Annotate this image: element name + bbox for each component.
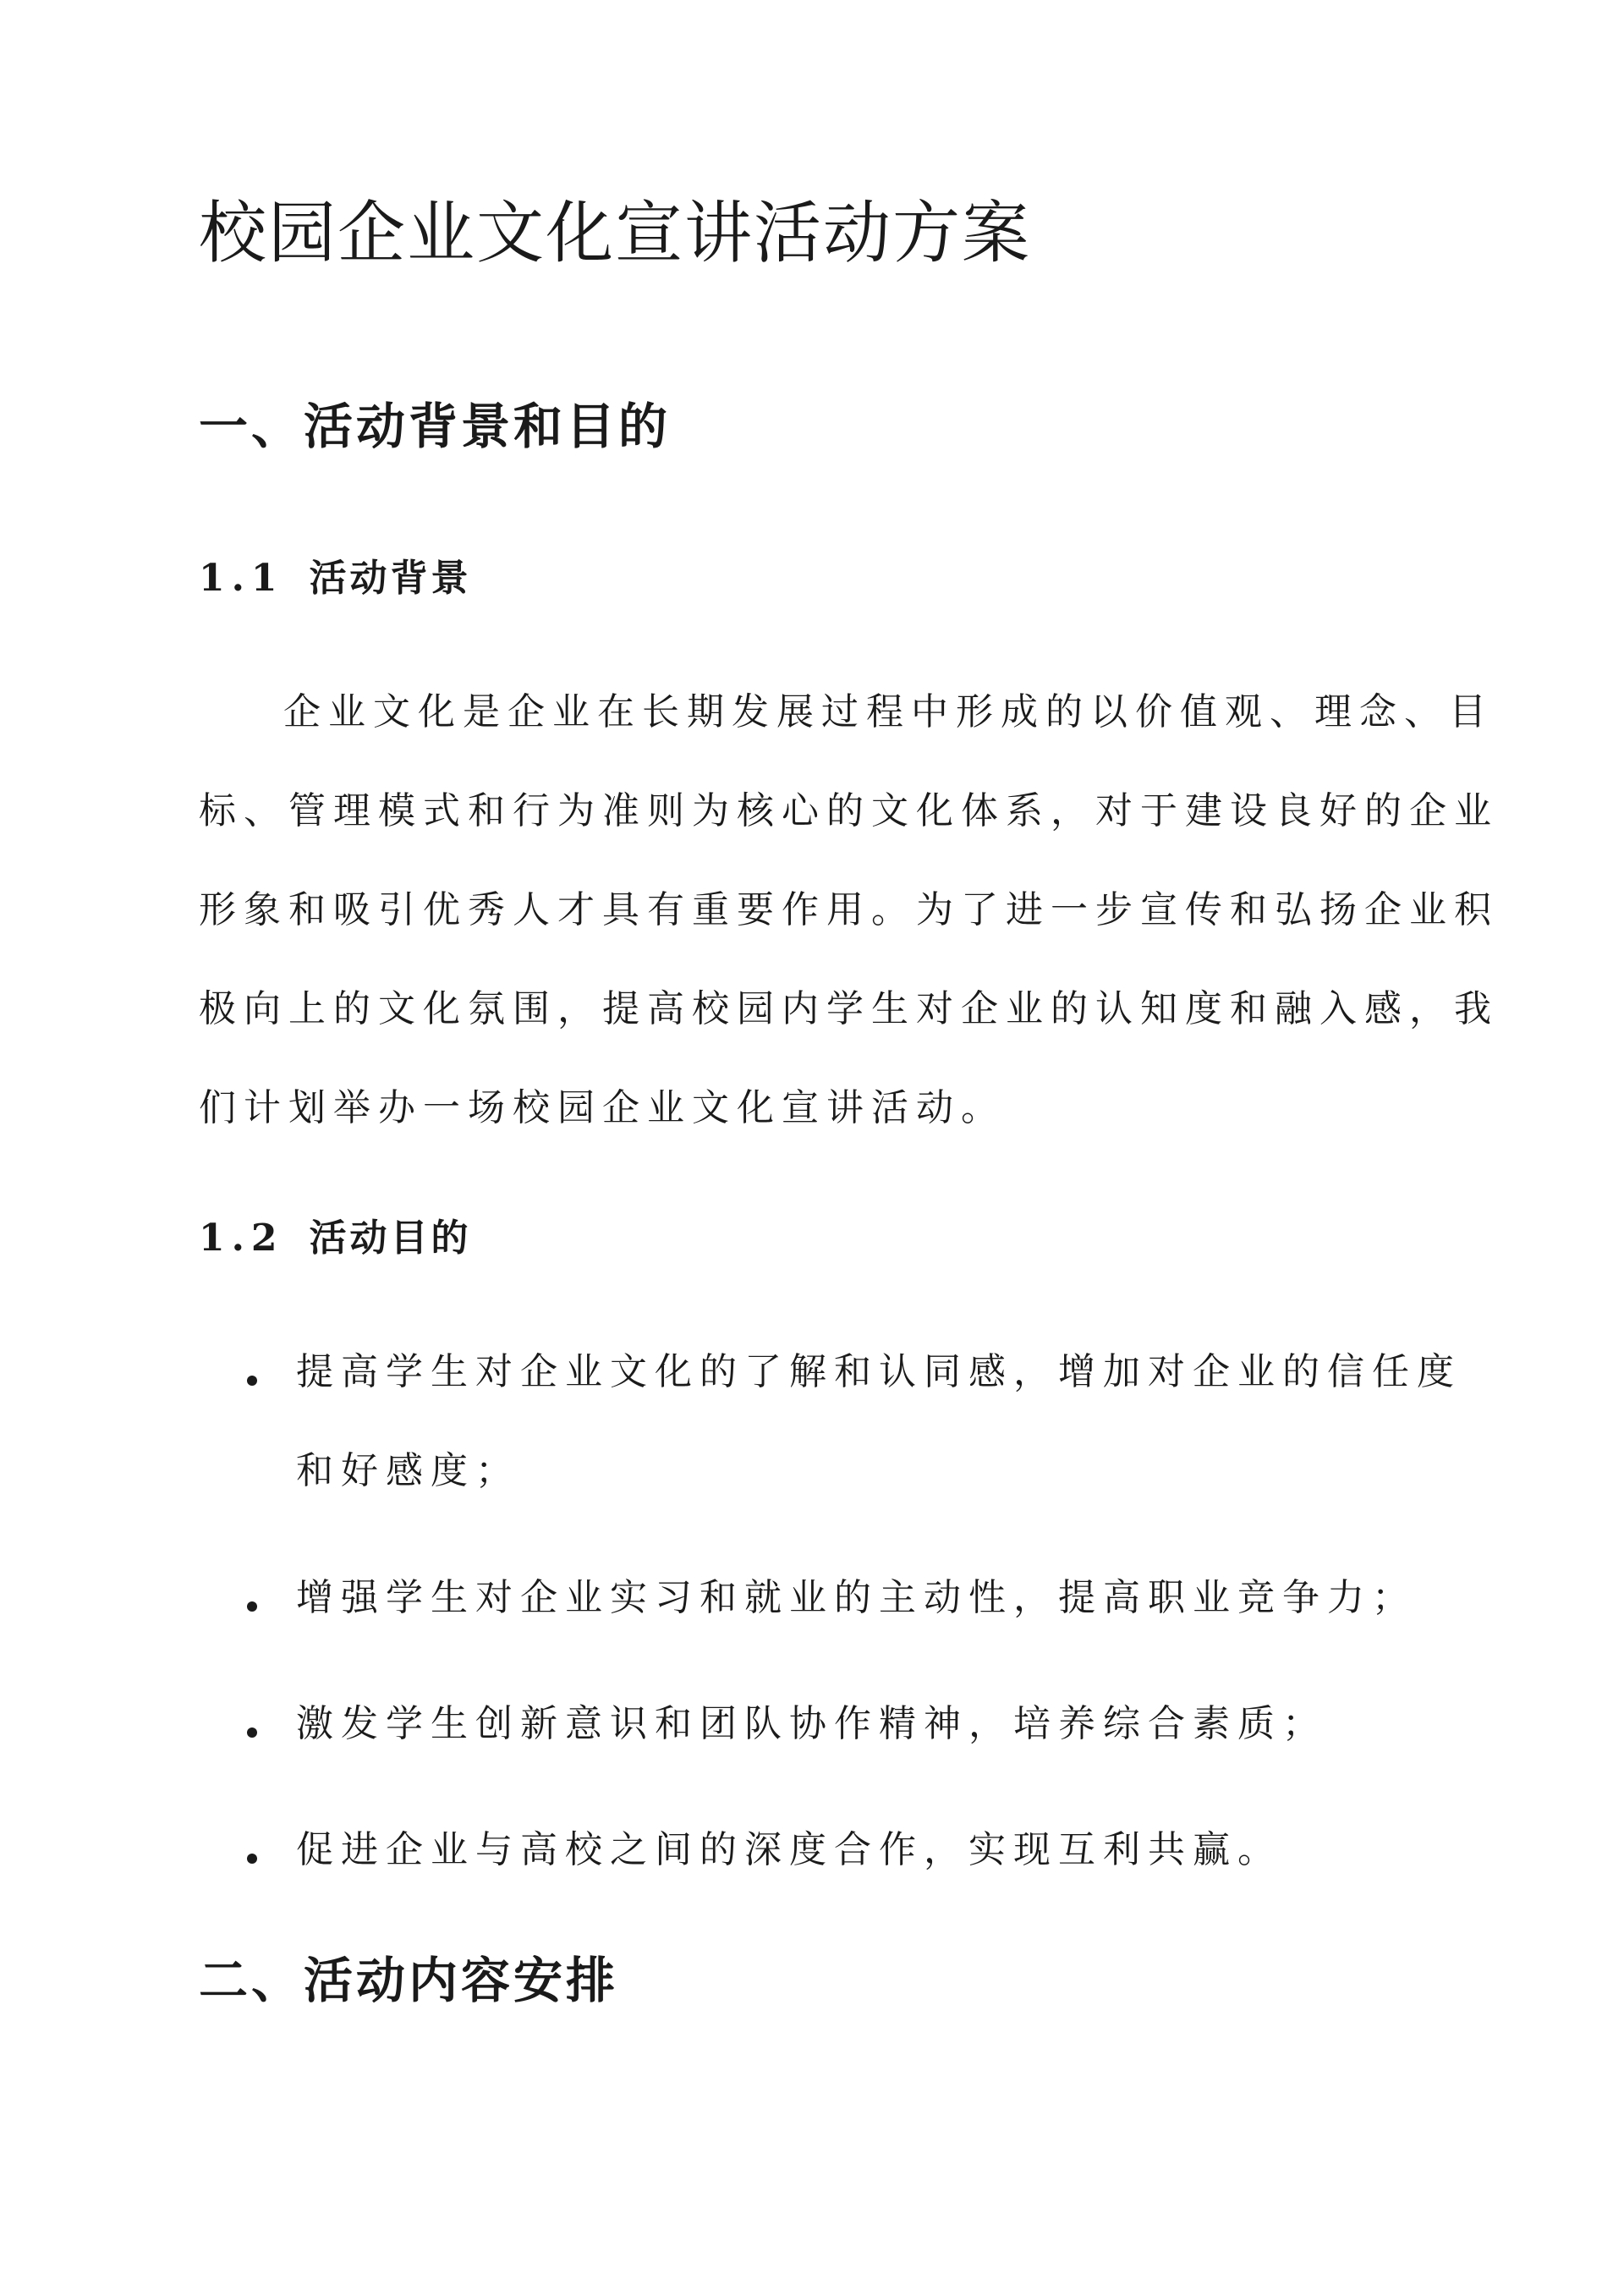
- bullet-dot: [247, 1854, 257, 1864]
- paragraph-line: 标、管理模式和行为准则为核心的文化体系，对于建设良好的企业: [199, 789, 1499, 832]
- paragraph-line: 企业文化是企业在长期发展过程中形成的以价值观、理念、目: [283, 690, 1494, 733]
- paragraph-line: 形象和吸引优秀人才具有重要作用。为了进一步宣传和弘扬企业积: [199, 888, 1499, 931]
- subsection-heading-background: [199, 557, 472, 600]
- section-heading-background-purpose: 一、活动背景和目的: [199, 398, 672, 455]
- list-item-text: 增强学生对企业实习和就业的主动性，提高职业竞争力；: [296, 1576, 1417, 1619]
- subsection-heading-purpose: [199, 1217, 472, 1260]
- section-heading-content-arrangement: 二、活动内容安排: [199, 1952, 619, 2009]
- subsection-number: 1.2: [199, 1217, 284, 1260]
- subsection-number: 1.1: [199, 557, 284, 600]
- subsection-title: 活动背景: [309, 557, 472, 600]
- list-item-text: 提高学生对企业文化的了解和认同感，增加对企业的信任度: [296, 1350, 1462, 1393]
- list-item-text: 促进企业与高校之间的深度合作，实现互利共赢。: [296, 1828, 1282, 1871]
- paragraph-line: 们计划举办一场校园企业文化宣讲活动。: [199, 1086, 1006, 1129]
- document-title: 校园企业文化宣讲活动方案: [199, 194, 1031, 272]
- list-item-text: 激发学生创新意识和团队协作精神，培养综合素质；: [296, 1702, 1327, 1745]
- bullet-dot: [247, 1601, 257, 1612]
- list-item-text: 和好感度；: [296, 1449, 520, 1492]
- subsection-title: 活动目的: [309, 1217, 472, 1260]
- paragraph-line: 极向上的文化氛围，提高校园内学生对企业的认知度和融入感，我: [199, 987, 1499, 1030]
- bullet-dot: [247, 1727, 257, 1738]
- bullet-dot: [247, 1376, 257, 1386]
